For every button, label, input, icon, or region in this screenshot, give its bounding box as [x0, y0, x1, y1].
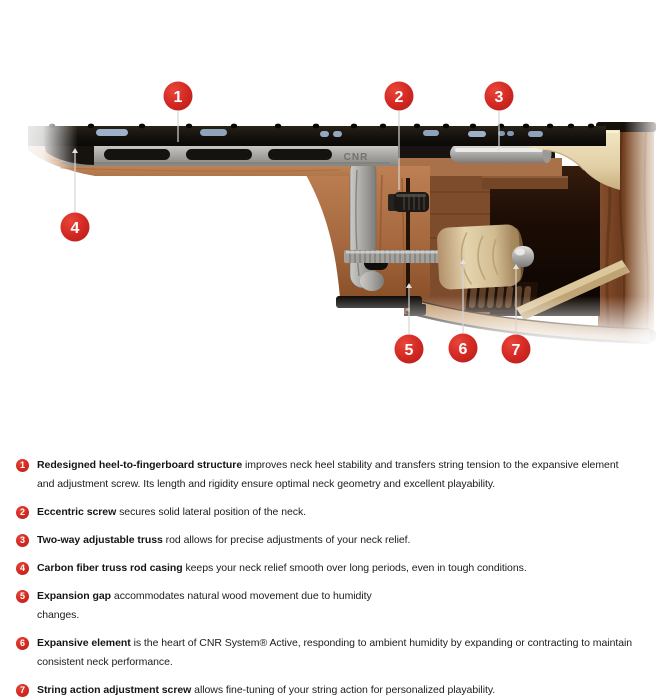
legend-item [16, 503, 654, 522]
legend-bullet-6: 6 [16, 637, 29, 650]
callout-7-number: 7 [511, 342, 521, 359]
legend-bullet-1: 1 [16, 459, 29, 472]
legend-bullet-5: 5 [16, 590, 29, 603]
bottom-fade [0, 296, 672, 352]
callout-6-number: 6 [458, 341, 468, 358]
legend-text [37, 503, 306, 522]
legend-item [16, 559, 654, 578]
callout-4-marker [61, 213, 90, 242]
legend-description: accommodates natural wood movement due to humidity [111, 590, 372, 602]
callout-1-number: 1 [173, 89, 183, 106]
legend-text [37, 456, 619, 494]
legend-item [16, 634, 654, 672]
legend-item [16, 456, 654, 494]
legend-term: Two-way adjustable truss [37, 534, 163, 546]
legend-description: secures solid lateral position of the neck. [116, 506, 307, 518]
cnr-engraving: CNR [343, 152, 369, 163]
callout-3-number: 3 [494, 89, 504, 106]
legend-description: allows fine-tuning of your string action for personalized playability. [191, 684, 496, 696]
threaded-rod [344, 250, 446, 263]
legend-term: Eccentric screw [37, 506, 117, 518]
string-action-adjustment-screw [512, 246, 534, 267]
legend-description: improves neck heel stability and transfers string tension to the expansive element [242, 459, 619, 471]
legend-bullet-3: 3 [16, 534, 29, 547]
callout-1-marker [164, 82, 193, 111]
fingerboard [28, 124, 606, 146]
legend-text [37, 634, 632, 672]
legend-item [16, 531, 654, 550]
callout-6-marker [449, 334, 478, 363]
legend-text [37, 531, 410, 550]
legend-bullet-7: 7 [16, 684, 29, 697]
legend-term: Expansive element [37, 637, 131, 649]
callout-5-marker [395, 335, 424, 364]
legend-bullet-4: 4 [16, 562, 29, 575]
callout-2-number: 2 [394, 89, 404, 106]
callout-3-marker [485, 82, 514, 111]
callout-7-marker [502, 335, 531, 364]
legend-description: is the heart of CNR System® Active, responding to ambient humidity by expanding or contracting to maintain [130, 637, 633, 649]
callout-2-marker [385, 82, 414, 111]
legend-term: Expansion gap [37, 590, 112, 602]
legend-bullet-2: 2 [16, 506, 29, 519]
legend-item [16, 587, 654, 625]
legend-text [37, 681, 495, 700]
legend-description-line2: consistent neck performance. [37, 656, 173, 668]
legend-description: rod allows for precise adjustments of your neck relief. [162, 534, 411, 546]
legend-description-line2: changes. [37, 609, 80, 621]
legend-description-line2: and adjustment screw. Its length and rigidity ensure optimal neck geometry and excellent playability. [37, 478, 496, 490]
legend-text [37, 559, 527, 578]
legend-term: Redesigned heel-to-fingerboard structure [37, 459, 243, 471]
legend-term: Carbon fiber truss rod casing [37, 562, 183, 574]
legend-text [37, 587, 372, 625]
legend-description: keeps your neck relief smooth over long periods, even in tough conditions. [182, 562, 527, 574]
eccentric-screw [388, 192, 429, 212]
callout-5-number: 5 [404, 342, 414, 359]
legend [0, 456, 672, 700]
legend-term: String action adjustment screw [37, 684, 192, 696]
callout-4-number: 4 [70, 220, 80, 237]
legend-item [16, 681, 654, 700]
